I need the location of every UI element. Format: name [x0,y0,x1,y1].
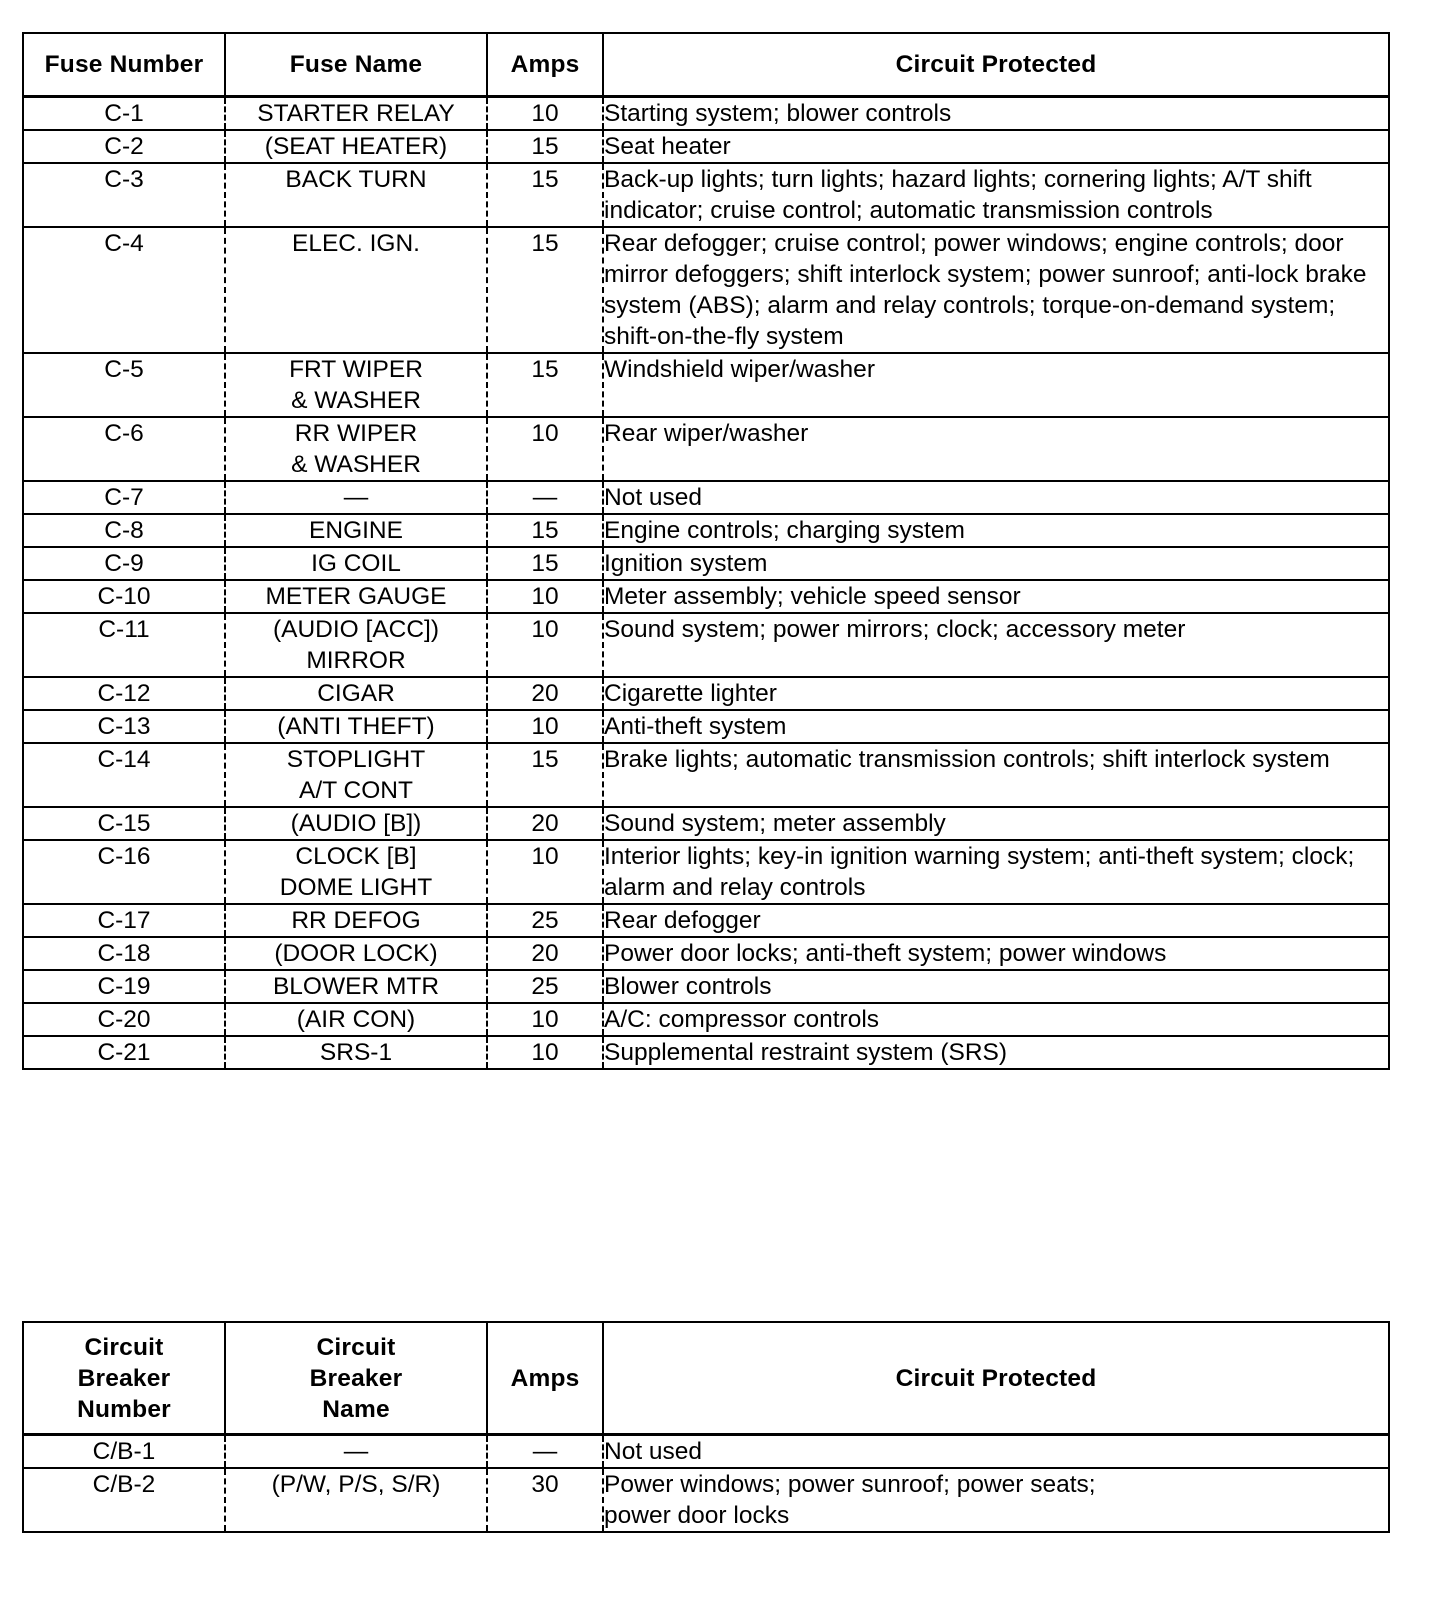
cell-circuit-protected: Rear defogger; cruise control; power windows; engine controls; door mirror defoggers; shift interlock system; power sunroof; anti-lock brake system (ABS); alarm and relay controls; torque-on-demand system; shift-on-the-fly system [603,227,1389,353]
cell-amps: 15 [487,514,603,547]
name-line: CIGAR [317,680,395,707]
cell-number: C-4 [23,227,225,353]
name-line: METER GAUGE [265,583,447,610]
cell-number: C-7 [23,481,225,514]
cell-number: C-20 [23,1003,225,1036]
cell-circuit-protected: Meter assembly; vehicle speed sensor [603,580,1389,613]
header-fuse-name: Fuse Name [225,33,487,97]
cell-number: C/B-1 [23,1435,225,1469]
cell-number: C-13 [23,710,225,743]
header-breaker-number: Circuit Breaker Number [23,1322,225,1435]
header-breaker-name: Circuit Breaker Name [225,1322,487,1435]
fuse-row [23,417,1389,481]
cell-name [225,1435,487,1469]
cell-circuit-protected: Not used [603,481,1389,514]
cell-circuit-protected: Blower controls [603,970,1389,1003]
cell-name [225,677,487,710]
name-line: A/T CONT [299,777,413,804]
fuse-row [23,353,1389,417]
cell-circuit-protected: Seat heater [603,130,1389,163]
cell-name [225,613,487,677]
cell-circuit-protected [603,1468,1389,1532]
fuse-table-body [23,97,1389,1070]
fuse-row [23,547,1389,580]
cell-circuit-protected: Ignition system [603,547,1389,580]
cell-number: C-6 [23,417,225,481]
circuit-line: power door locks [604,1502,790,1529]
name-line: BLOWER MTR [272,973,440,1000]
fuse-row [23,677,1389,710]
cell-circuit-protected: A/C: compressor controls [603,1003,1389,1036]
cell-amps: 10 [487,613,603,677]
cell-circuit-protected: Windshield wiper/washer [603,353,1389,417]
cell-circuit-protected: Brake lights; automatic transmission controls; shift interlock system [603,743,1389,807]
fuse-table-header-row [23,33,1389,97]
cell-amps: 10 [487,710,603,743]
cell-number: C-21 [23,1036,225,1069]
cell-circuit-protected: Cigarette lighter [603,677,1389,710]
name-line: ELEC. IGN. [292,230,420,257]
cell-circuit-protected: Rear defogger [603,904,1389,937]
cell-circuit-protected: Supplemental restraint system (SRS) [603,1036,1389,1069]
cell-number: C-3 [23,163,225,227]
name-line: & WASHER [291,387,421,414]
name-line: IG COIL [311,550,401,577]
cell-circuit-protected: Anti-theft system [603,710,1389,743]
name-line: (P/W, P/S, S/R) [271,1471,441,1498]
cell-amps: 10 [487,1036,603,1069]
cell-circuit-protected: Sound system; meter assembly [603,807,1389,840]
name-line: BACK TURN [285,166,427,193]
cell-number: C-10 [23,580,225,613]
cell-name [225,417,487,481]
cell-name [225,1036,487,1069]
cell-number: C/B-2 [23,1468,225,1532]
name-line: RR WIPER [294,420,418,447]
name-line: FRT WIPER [289,356,423,383]
cell-amps: 15 [487,547,603,580]
cell-amps: 15 [487,130,603,163]
cell-name [225,1468,487,1532]
cell-name [225,710,487,743]
cell-amps: — [487,481,603,514]
cell-circuit-protected: Back-up lights; turn lights; hazard lights; cornering lights; A/T shift indicator; cruise control; automatic transmission controls [603,163,1389,227]
header-fuse-number: Fuse Number [23,33,225,97]
fuse-row [23,130,1389,163]
name-line: ENGINE [309,517,403,544]
fuse-row [23,970,1389,1003]
name-line: STOPLIGHT [286,746,426,773]
fuse-row [23,937,1389,970]
name-line: (AIR CON) [296,1006,416,1033]
fuse-row [23,840,1389,904]
cell-amps: 10 [487,417,603,481]
cell-name [225,937,487,970]
cell-name [225,743,487,807]
name-line: (AUDIO [ACC]) [272,616,440,643]
name-line: (ANTI THEFT) [277,713,435,740]
cell-amps: 30 [487,1468,603,1532]
cell-circuit-protected [603,1435,1389,1469]
cell-number: C-1 [23,97,225,131]
cell-number: C-15 [23,807,225,840]
cell-number: C-14 [23,743,225,807]
name-line: SRS-1 [319,1039,393,1066]
cell-circuit-protected: Power door locks; anti-theft system; power windows [603,937,1389,970]
fuse-row [23,1003,1389,1036]
cell-amps: 10 [487,97,603,131]
cell-amps: 20 [487,807,603,840]
breaker-table-body [23,1435,1389,1533]
name-line: — [343,1438,369,1465]
cell-number: C-12 [23,677,225,710]
fuse-table [22,32,1390,1070]
fuse-row [23,163,1389,227]
cell-amps: 15 [487,163,603,227]
cell-name [225,1003,487,1036]
cell-name [225,970,487,1003]
fuse-row [23,710,1389,743]
cell-amps: 15 [487,743,603,807]
name-line: DOME LIGHT [279,874,433,901]
cell-circuit-protected: Engine controls; charging system [603,514,1389,547]
cell-amps: — [487,1435,603,1469]
cell-amps: 20 [487,937,603,970]
circuit-line: Not used [604,1438,703,1465]
cell-name [225,353,487,417]
cell-name [225,904,487,937]
name-line: (DOOR LOCK) [274,940,438,967]
fuse-row [23,97,1389,131]
cell-amps: 25 [487,904,603,937]
fuse-row [23,227,1389,353]
fuse-row [23,807,1389,840]
cell-amps: 10 [487,580,603,613]
breaker-row [23,1435,1389,1469]
name-line: RR DEFOG [291,907,421,934]
fuse-row [23,514,1389,547]
cell-name [225,807,487,840]
fuse-row [23,743,1389,807]
cell-name [225,514,487,547]
name-line: CLOCK [B] [295,843,417,870]
cell-circuit-protected: Starting system; blower controls [603,97,1389,131]
cell-number: C-8 [23,514,225,547]
cell-name [225,547,487,580]
cell-number: C-18 [23,937,225,970]
header-breaker-circuit-protected: Circuit Protected [603,1322,1389,1435]
cell-circuit-protected: Sound system; power mirrors; clock; accessory meter [603,613,1389,677]
fuse-row [23,1036,1389,1069]
cell-amps: 15 [487,353,603,417]
name-line: — [343,484,369,511]
cell-circuit-protected: Rear wiper/washer [603,417,1389,481]
name-line: STARTER RELAY [257,100,455,127]
cell-number: C-9 [23,547,225,580]
cell-amps: 15 [487,227,603,353]
circuit-breaker-table [22,1321,1390,1533]
cell-amps: 10 [487,1003,603,1036]
cell-name [225,97,487,131]
fuse-row [23,904,1389,937]
fuse-row [23,580,1389,613]
name-line: & WASHER [291,451,421,478]
cell-amps: 20 [487,677,603,710]
cell-number: C-19 [23,970,225,1003]
name-line: (AUDIO [B]) [290,810,422,837]
cell-name [225,840,487,904]
cell-name [225,163,487,227]
cell-name [225,580,487,613]
header-amps: Amps [487,33,603,97]
name-line: (SEAT HEATER) [264,133,448,160]
cell-name [225,481,487,514]
cell-circuit-protected: Interior lights; key-in ignition warning system; anti-theft system; clock; alarm and relay controls [603,840,1389,904]
fuse-row [23,481,1389,514]
fuse-row [23,613,1389,677]
cell-number: C-16 [23,840,225,904]
breaker-table-header-row [23,1322,1389,1435]
cell-name [225,227,487,353]
cell-number: C-5 [23,353,225,417]
header-circuit-protected: Circuit Protected [603,33,1389,97]
cell-number: C-11 [23,613,225,677]
cell-number: C-17 [23,904,225,937]
circuit-line: Power windows; power sunroof; power seats; [604,1471,1096,1498]
name-line: MIRROR [306,647,406,674]
header-breaker-amps: Amps [487,1322,603,1435]
cell-name [225,130,487,163]
breaker-row [23,1468,1389,1532]
cell-number: C-2 [23,130,225,163]
cell-amps: 25 [487,970,603,1003]
cell-amps: 10 [487,840,603,904]
